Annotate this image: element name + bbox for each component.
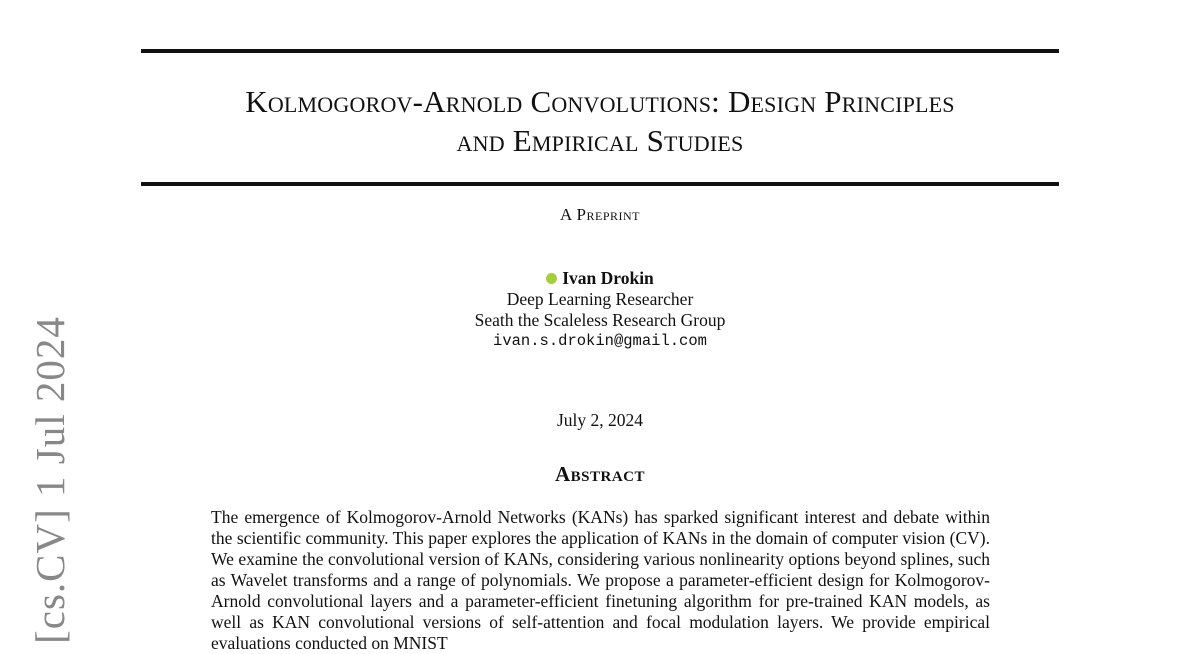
orcid-icon[interactable] bbox=[546, 273, 557, 284]
title-top-rule bbox=[141, 49, 1059, 53]
author-name: Ivan Drokin bbox=[562, 268, 654, 288]
title-line-2: and Empirical Studies bbox=[456, 123, 744, 158]
paper-title bbox=[141, 82, 1059, 160]
title-bottom-rule bbox=[141, 182, 1059, 186]
preprint-label: A Preprint bbox=[559, 205, 641, 224]
abstract-heading: Abstract bbox=[554, 462, 646, 486]
author-email: ivan.s.drokin@gmail.com bbox=[493, 332, 707, 350]
author-line bbox=[300, 268, 900, 289]
arxiv-stamp: [cs.CV] 1 Jul 2024 bbox=[27, 316, 73, 644]
author-role: Deep Learning Researcher bbox=[506, 289, 694, 309]
title-line-1: Kolmogorov-Arnold Convolutions: Design Principles bbox=[245, 84, 955, 119]
abstract-text: The emergence of Kolmogorov-Arnold Networks (KANs) has sparked significant interest and debate within the scientific community. This paper explores the application of KANs in the domain of computer vision (CV). We examine the convolutional version of KANs, considering various nonlinearity options beyond splines, such as Wavelet transforms and a range of polynomials. We propose a parameter-efficient design for Kolmogorov-Arnold convolutional layers and a parameter-efficient finetuning algorithm for pre-trained KAN models, as well as KAN convolutional versions of self-attention and focal modulation layers. We provide empirical evaluations conducted on MNIST bbox=[211, 507, 990, 653]
paper-date: July 2, 2024 bbox=[556, 410, 644, 430]
author-block bbox=[300, 268, 900, 352]
author-affiliation: Seath the Scaleless Research Group bbox=[474, 310, 726, 330]
